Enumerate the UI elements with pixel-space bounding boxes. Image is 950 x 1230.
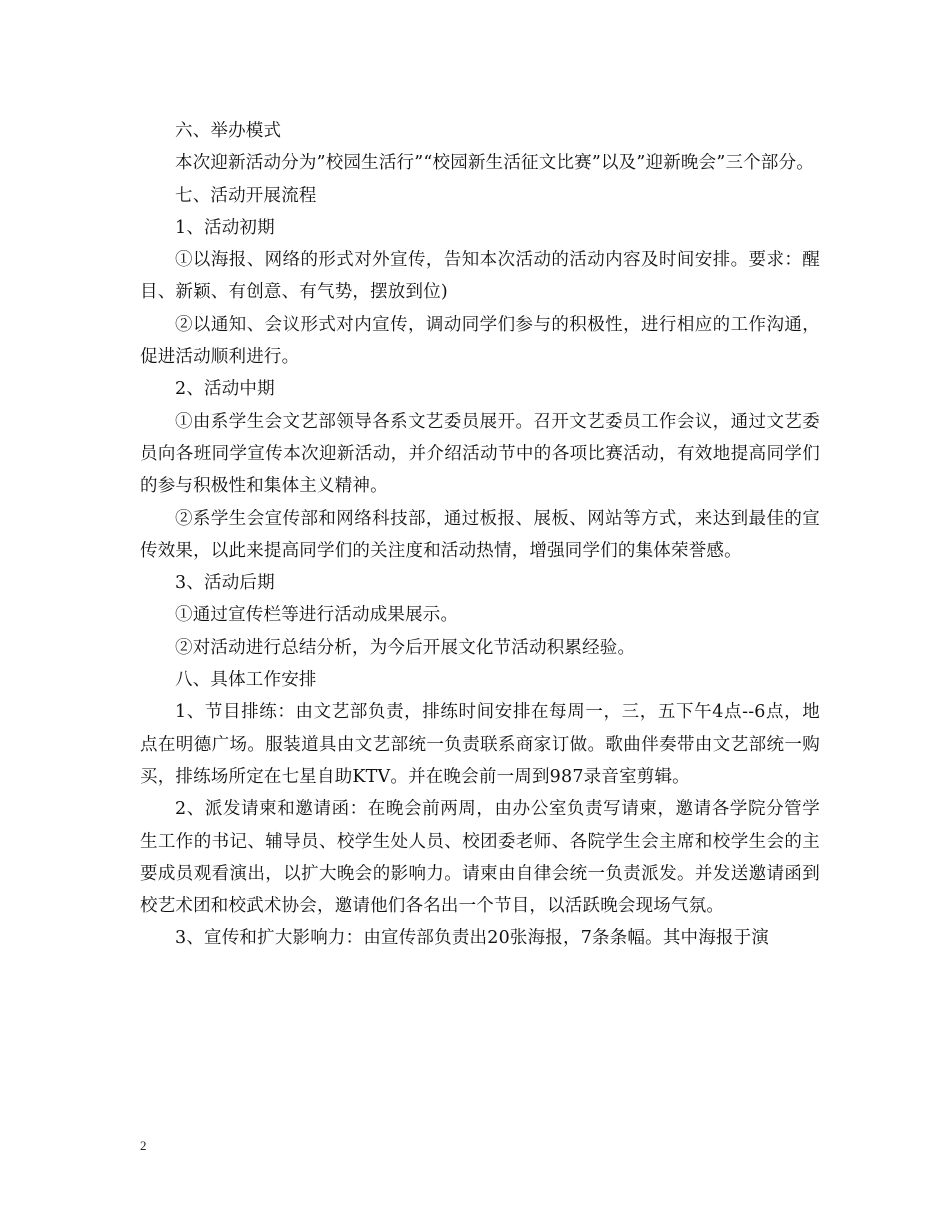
paragraph: ②系学生会宣传部和网络科技部，通过板报、展板、网站等方式，来达到最佳的宣传效果，以此来提高同学们的关注度和活动热情，增强同学们的集体荣誉感。 bbox=[140, 508, 820, 561]
paragraph: ②对活动进行总结分析，为今后开展文化节活动积累经验。 bbox=[175, 637, 636, 658]
section-heading: 六、举办模式 bbox=[175, 121, 282, 141]
paragraph: ①通过宣传栏等进行活动成果展示。 bbox=[175, 605, 459, 626]
subsection-heading: 2、活动中期 bbox=[175, 379, 275, 400]
section-heading: 七、活动开展流程 bbox=[175, 185, 317, 206]
section-heading: 八、具体工作安排 bbox=[175, 670, 317, 691]
paragraph: 1、节目排练：由文艺部负责，排练时间安排在每周一，三，五下午4点--6点，地点在明德广场。服装道具由文艺部统一负责联系商家订做。歌曲伴奏带由文艺部统一购买，排练场所定在七星自助KTV。并在晚会前一周到987录音室剪辑。 bbox=[140, 702, 820, 787]
page-number: 2 bbox=[140, 1138, 147, 1153]
subsection-heading: 1、活动初期 bbox=[175, 217, 275, 238]
paragraph: 本次迎新活动分为”校园生活行”“校园新生活征文比赛”以及”迎新晚会”三个部分。 bbox=[175, 153, 814, 174]
paragraph: ①由系学生会文艺部领导各系文艺委员展开。召开文艺委员工作会议，通过文艺委员向各班同学宣传本次迎新活动，并介绍活动节中的各项比赛活动，有效地提高同学们的参与积极性和集体主义精神。 bbox=[140, 411, 820, 497]
subsection-heading: 3、活动后期 bbox=[175, 573, 275, 594]
paragraph: 3、宣传和扩大影响力：由宣传部负责出20张海报，7条条幅。其中海报于演 bbox=[175, 928, 770, 949]
paragraph: 2、派发请柬和邀请函：在晚会前两周，由办公室负责写请柬，邀请各学院分管学生工作的书记、辅导员、校学生处人员、校团委老师、各院学生会主席和校学生会的主要成员观看演出，以扩大晚会的影响力。请柬由自律会统一负责派发。并发送邀请函到校艺术团和校武术协会，邀请他们各名出一个节目，以活跃晚会现场气氛。 bbox=[140, 799, 820, 917]
document-body bbox=[140, 115, 820, 955]
paragraph: ①以海报、网络的形式对外宣传，告知本次活动的活动内容及时间安排。要求：醒目、新颖、有创意、有气势，摆放到位) bbox=[140, 250, 820, 303]
paragraph: ②以通知、会议形式对内宣传，调动同学们参与的积极性，进行相应的工作沟通，促进活动顺利进行。 bbox=[140, 314, 820, 368]
